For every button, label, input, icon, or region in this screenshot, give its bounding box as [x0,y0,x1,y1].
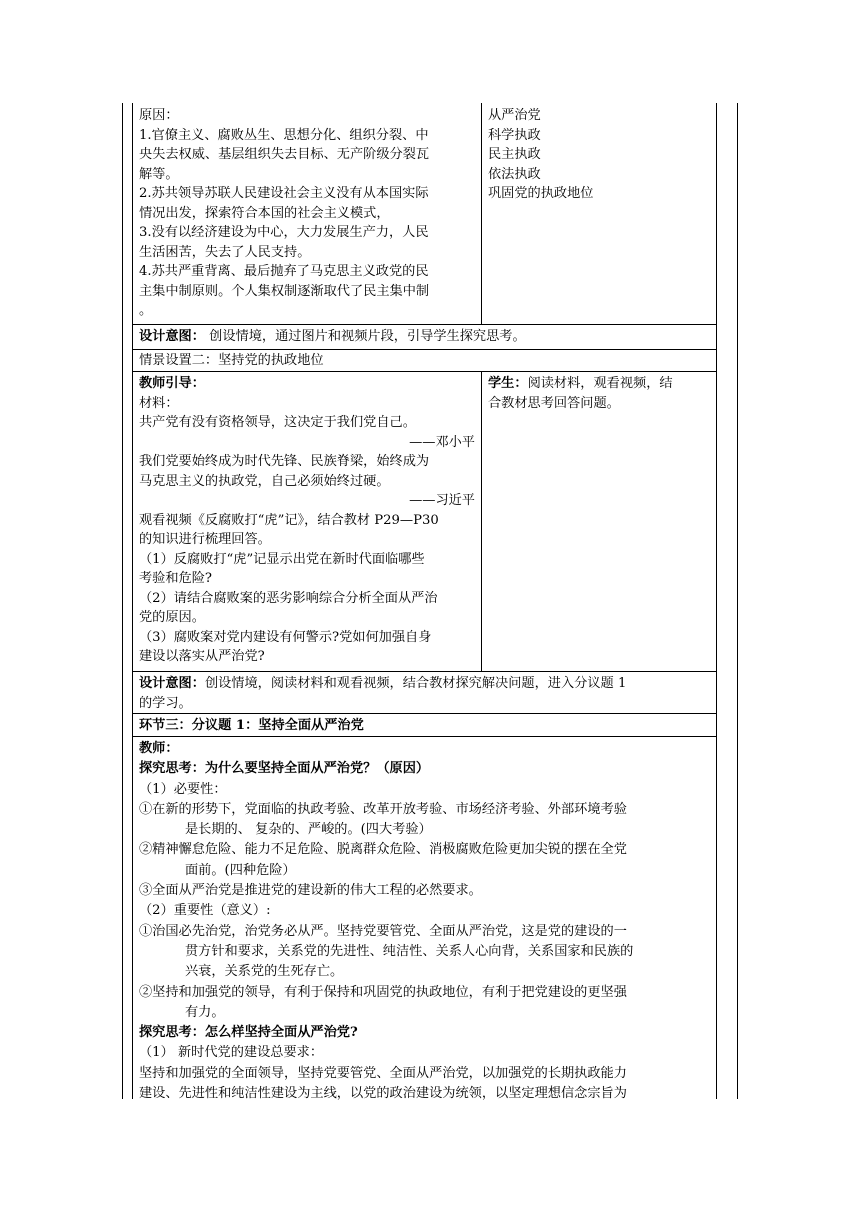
guidance-line: （1）反腐败打“虎”记显示出党在新时代面临哪些 [139,551,425,567]
design-intent-text: 创设情境，阅读材料和观看视频，结合教材探究解决问题，进入分议题 1 [204,676,627,691]
guidance-line: 党的原因。 [139,610,205,625]
content-line: 兴衰，关系党的生死存亡。 [185,964,344,980]
keyword-item: 科学执政 [488,127,541,143]
main-content-cell [139,739,714,1104]
inquiry-question: 探究思考：为什么要坚持全面从严治党？（原因） [139,761,430,777]
row-divider [132,736,717,737]
content-line: （1）必要性： [139,781,227,797]
student-cell [488,374,713,413]
guidance-line: 的知识进行梳理回答。 [139,532,271,547]
reasons-line: 。 [139,303,153,318]
row-divider [132,349,717,350]
guidance-line: 考验和危险? [139,571,213,586]
reasons-line: 情况出发，探索符合本国的社会主义模式， [139,205,390,221]
student-label: 学生： [488,376,528,391]
teacher-guidance-cell [139,374,479,667]
row-divider [132,671,717,672]
guidance-line: 观看视频《反腐败打“虎”记》，结合教材 P29—P30 [139,512,439,528]
quote-attribution: ——习近平 [409,493,475,508]
section-3-heading [139,716,709,736]
frame-left-border [122,103,123,1099]
reasons-line: 主集中制原则。个人集权制逐渐取代了民主集中制 [139,283,430,299]
guidance-line: 建设以落实从严治党? [139,649,265,664]
guidance-line: 我们党要始终成为时代先锋、民族脊梁，始终成为 [139,454,430,469]
keywords-cell [488,106,708,204]
design-intent-text: 创设情境，通过图片和视频片段，引导学生探究思考。 [204,329,526,344]
section-title: 环节三：分议题 1：坚持全面从严治党 [139,718,364,733]
design-intent-text: 的学习。 [139,695,192,711]
keyword-item: 依法执政 [488,166,541,182]
guidance-line: 材料： [139,395,179,411]
reasons-line: 生活困苦，失去了人民支持。 [139,244,311,260]
content-line: （2）重要性（意义）: [139,903,271,919]
content-line: （1） 新时代党的建设总要求： [139,1045,324,1061]
reasons-line: 解等。 [139,166,179,182]
design-intent-label: 设计意图： [139,676,205,691]
design-intent-label: 设计意图： [139,329,205,344]
scene-setting-2 [139,351,709,371]
student-line: 合教材思考回答问题。 [488,395,620,411]
reasons-cell [139,106,479,321]
inquiry-question: 探究思考：怎么样坚持全面从严治党? [139,1025,358,1041]
keyword-item: 民主执政 [488,147,541,162]
content-line: ①治国必先治党，治党务必从严。坚持党要管党、全面从严治党，这是党的建设的一 [139,923,627,939]
column-divider [481,371,482,671]
reasons-line: 4.苏共严重背离、最后抛弃了马克思主义政党的民 [139,264,429,279]
row-divider [132,324,717,325]
content-line: 贯方针和要求，关系党的先进性、纯洁性、关系人心向背，关系国家和民族的 [185,943,634,959]
row-divider [132,371,717,372]
reasons-line: 原因： [139,108,179,123]
content-line: 坚持和加强党的全面领导，坚持党要管党、全面从严治党，以加强党的长期执政能力 [139,1065,627,1081]
guidance-line: 共产党有没有资格领导，这决定于我们党自己。 [139,415,416,430]
reasons-line: 央失去权威、基层组织失去目标、无产阶级分裂瓦 [139,147,430,162]
content-line: 是长期的、 复杂的、严峻的。(四大考验） [185,822,432,838]
content-line: 建设、先进性和纯洁性建设为主线，以党的政治建设为统领，以坚定理想信念宗旨为 [139,1086,627,1102]
reasons-line: 3.没有以经济建设为中心，大力发展生产力，人民 [139,225,429,240]
guidance-line: （2）请结合腐败案的恶劣影响综合分析全面从严治 [139,590,438,606]
student-line: 阅读材料，观看视频，结 [527,376,673,391]
keyword-item: 从严治党 [488,108,541,123]
design-intent-2 [139,674,714,713]
reasons-line: 2.苏共领导苏联人民建设社会主义没有从本国实际 [139,186,429,201]
content-line: 面前。(四种危险） [185,862,296,878]
content-line: ②精神懈怠危险、能力不足危险、脱离群众危险、消极腐败危险更加尖锐的摆在全党 [139,842,627,858]
column-divider [481,103,482,324]
teacher-label: 教师： [139,741,179,756]
content-line: ①在新的形势下，党面临的执政考验、改革开放考验、市场经济考验、外部环境考验 [139,801,627,817]
teacher-guidance-label: 教师引导： [139,376,205,391]
guidance-line: 马克思主义的执政党，自己必须始终过硬。 [139,473,390,489]
frame-right-border [737,103,738,1099]
quote-attribution: ——邓小平 [409,434,475,450]
keyword-item: 巩固党的执政地位 [488,186,594,201]
design-intent-1 [139,327,709,347]
content-line: ③全面从严治党是推进党的建设新的伟大工程的必然要求。 [139,883,482,899]
content-line: 有力。 [185,1004,225,1020]
content-line: ②坚持和加强党的领导，有利于保持和巩固党的执政地位，有利于把党建设的更坚强 [139,984,627,1000]
scene-setting-title: 情景设置二：坚持党的执政地位 [139,353,324,368]
row-divider [132,713,717,714]
table-right-inner-border [716,103,717,1099]
reasons-line: 1.官僚主义、腐败丛生、思想分化、组织分裂、中 [139,127,429,143]
guidance-line: （3）腐败案对党内建设有何警示?党如何加强自身 [139,629,432,645]
